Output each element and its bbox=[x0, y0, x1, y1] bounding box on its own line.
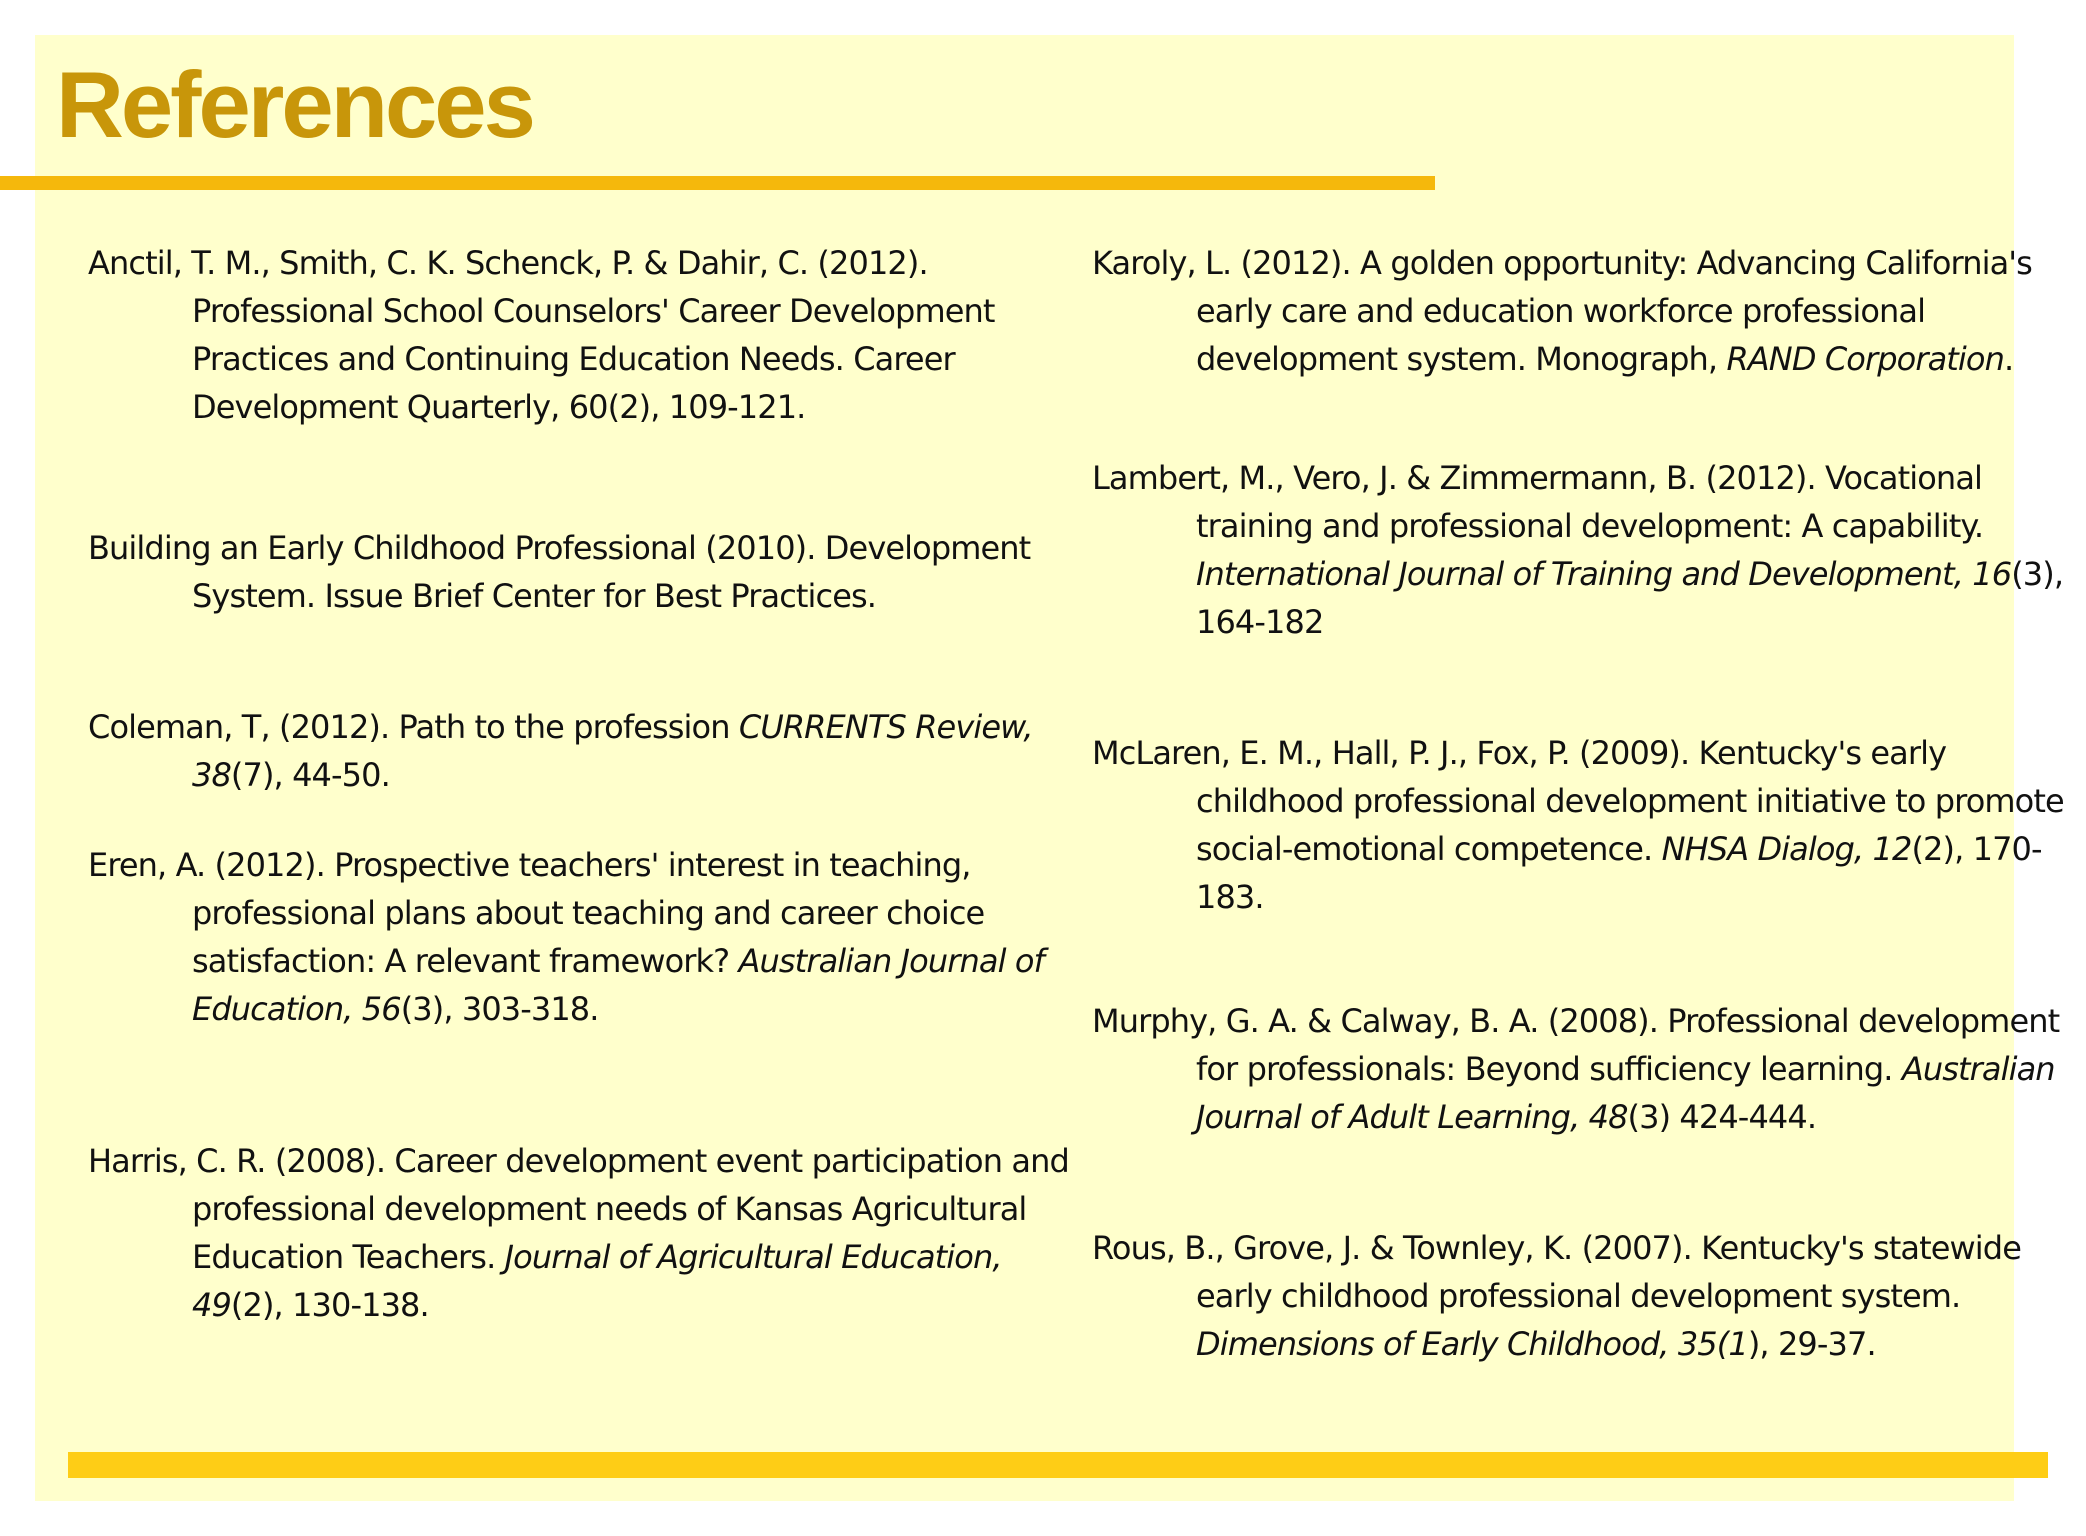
reference-lambert bbox=[1092, 454, 2086, 646]
reference-journal: NHSA Dialog, 12 bbox=[1661, 830, 1912, 868]
reference-text: Anctil, T. M., Smith, C. K. Schenck, P. & Dahir, C. (2012). Professional School Counselors' Career Development Practices and Continuing Education Needs. Career Development Quarterly, 60(2), 109-121. bbox=[88, 244, 995, 426]
reference-coleman bbox=[88, 703, 1082, 799]
reference-anctil bbox=[88, 239, 1082, 431]
page-title: References bbox=[56, 52, 533, 157]
reference-karoly bbox=[1092, 239, 2086, 383]
reference-rous bbox=[1092, 1224, 2086, 1368]
reference-text: Lambert, M., Vero, J. & Zimmermann, B. (2012). Vocational training and professional development: A capability. bbox=[1092, 459, 1984, 545]
reference-text: Building an Early Childhood Professional (2010). Development System. Issue Brief Center for Best Practices. bbox=[88, 529, 1031, 615]
footer-divider bbox=[68, 1452, 2048, 1478]
reference-tail: (2), 130-138. bbox=[230, 1286, 429, 1324]
reference-tail: . bbox=[2003, 340, 2014, 378]
reference-text: Eren, A. (2012). Prospective teachers' interest in teaching, professional plans about teaching and career choice satisfaction: A relevant framework? bbox=[88, 846, 985, 980]
reference-tail: ), 29-37. bbox=[1747, 1325, 1876, 1363]
reference-tail: (2), 170-183. bbox=[1196, 830, 2042, 916]
reference-murphy bbox=[1092, 997, 2086, 1141]
reference-building bbox=[88, 524, 1082, 620]
reference-journal: CURRENTS Review, 38 bbox=[192, 708, 1033, 794]
reference-journal: Dimensions of Early Childhood, 35(1 bbox=[1196, 1325, 1748, 1363]
reference-tail: (3), 164-182 bbox=[1196, 555, 2064, 641]
reference-text: Karoly, L. (2012). A golden opportunity: Advancing California's early care and education workforce professional development system. Monograph, bbox=[1092, 244, 2032, 378]
reference-text: Harris, C. R. (2008). Career development event participation and professional development needs of Kansas Agricultural Education Teachers. bbox=[88, 1142, 1069, 1276]
reference-eren bbox=[88, 841, 1082, 1033]
reference-journal: RAND Corporation bbox=[1726, 340, 2004, 378]
reference-text: Rous, B., Grove, J. & Townley, K. (2007). Kentucky's statewide early childhood professional development system. bbox=[1092, 1229, 2021, 1315]
reference-tail: (3) 424-444. bbox=[1627, 1098, 1817, 1136]
reference-journal: International Journal of Training and Development, 16 bbox=[1196, 555, 2012, 593]
reference-mclaren bbox=[1092, 729, 2086, 921]
reference-text: McLaren, E. M., Hall, P. J., Fox, P. (2009). Kentucky's early childhood professional development initiative to promote social-emotional competence. bbox=[1092, 734, 2064, 868]
reference-journal: Journal of Agricultural Education, 49 bbox=[192, 1238, 1002, 1324]
reference-journal: Australian Journal of Education, 56 bbox=[192, 942, 1044, 1028]
reference-journal: Australian Journal of Adult Learning, 48 bbox=[1196, 1050, 2055, 1136]
title-divider bbox=[0, 176, 1435, 190]
reference-text: Coleman, T, (2012). Path to the profession bbox=[88, 708, 739, 746]
reference-tail: (7), 44-50. bbox=[230, 756, 390, 794]
reference-tail: (3), 303-318. bbox=[400, 990, 599, 1028]
reference-text: Murphy, G. A. & Calway, B. A. (2008). Professional development for professionals: Beyond sufficiency learning. bbox=[1092, 1002, 2060, 1088]
reference-harris bbox=[88, 1137, 1082, 1329]
